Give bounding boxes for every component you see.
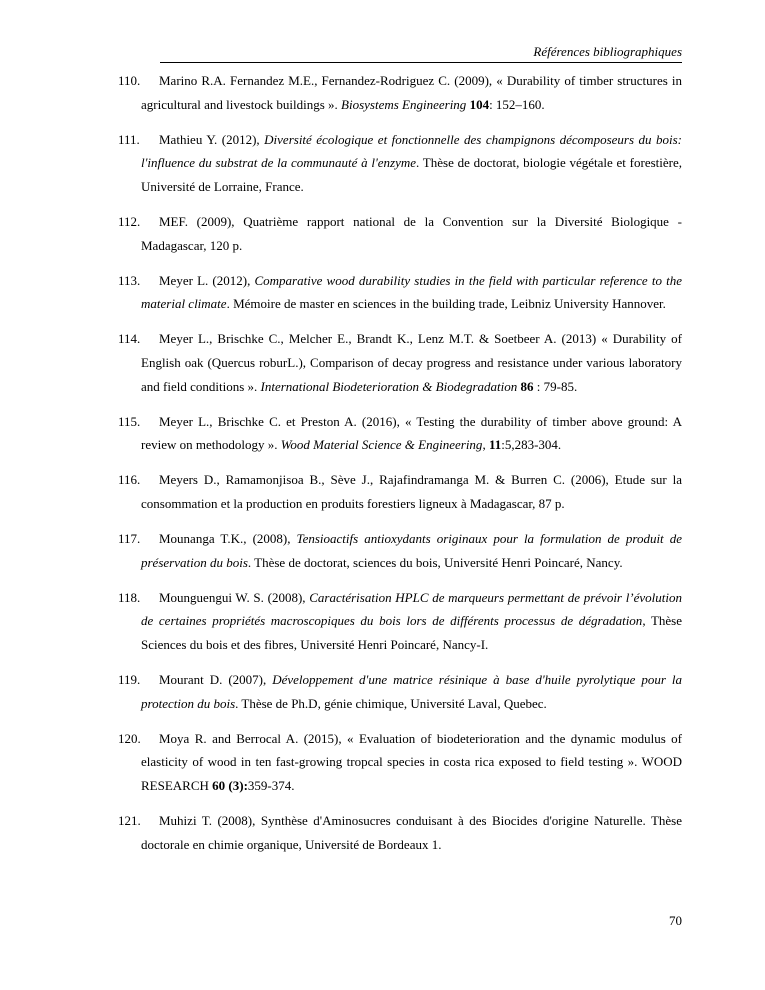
- reference-journal: Biosystems Engineering: [341, 96, 467, 112]
- reference-text: Meyers D., Ramamonjisoa B., Sève J., Rajafindramanga M. & Burren C. (2006), Etude sur la consommation et la production en produits forestiers ligneux à Madagascar, 87 p.: [141, 472, 682, 511]
- reference-117: [118, 527, 682, 574]
- reference-title: Tensioactifs antioxydants originaux pour la formulation de produit de préservation du bois: [141, 531, 682, 570]
- reference-volume: 86: [520, 378, 534, 394]
- reference-number: 120.: [118, 730, 141, 746]
- reference-number: 118.: [118, 589, 141, 605]
- reference-113: [118, 269, 682, 316]
- reference-pages: : 152–160.: [489, 96, 545, 112]
- reference-text: , Thèse Sciences du bois et des fibres, Université Henri Poincaré, Nancy-I.: [141, 613, 683, 652]
- reference-title: Diversité écologique et fonctionnelle des champignons décomposeurs du bois: l'influence du substrat de la communauté à l'enzyme: [141, 131, 682, 171]
- reference-number: 112.: [118, 213, 141, 229]
- reference-text: Moya R. and Berrocal A. (2015), « Evaluation of biodeterioration and the dynamic modulus of elasticity of wood in ten fast-growing tropcal species in costa rica exposed to field testing ». WOOD RESEARCH: [141, 730, 682, 793]
- reference-number: 121.: [118, 812, 141, 828]
- reference-111: [118, 128, 682, 199]
- reference-number: 119.: [118, 671, 141, 687]
- reference-pages: 359-374.: [247, 777, 295, 793]
- reference-119: [118, 668, 682, 715]
- reference-text: . Thèse de doctorat, sciences du bois, Université Henri Poincaré, Nancy.: [247, 554, 623, 570]
- reference-number: 117.: [118, 531, 141, 546]
- running-header: [160, 44, 682, 63]
- reference-text: Marino R.A. Fernandez M.E., Fernandez-Rodriguez C. (2009), « Durability of timber structures in agricultural and livestock buildings ».: [141, 73, 682, 112]
- reference-text: Meyer L., Brischke C., Melcher E., Brandt K., Lenz M.T. & Soetbeer A. (2013) « Durability of English oak (Quercus roburL.), Comparison of decay progress and resistance under various laboratory and field conditions ».: [141, 331, 682, 394]
- reference-115: [118, 410, 682, 457]
- reference-text: MEF. (2009), Quatrième rapport national de la Convention sur la Diversité Biologique - Madagascar, 120 p.: [141, 213, 682, 253]
- page-number: 70: [669, 913, 682, 928]
- reference-text: Meyer L. (2012),: [159, 272, 255, 288]
- reference-journal: International Biodeterioration & Biodegradation: [260, 378, 518, 394]
- reference-number: 116.: [118, 472, 141, 488]
- reference-journal: Wood Material Science & Engineering: [280, 437, 483, 453]
- reference-text: ,: [482, 437, 489, 453]
- reference-text: Muhizi T. (2008), Synthèse d'Aminosucres conduisant à des Biocides d'origine Naturelle. Thèse doctorale en chimie organique, Université de Bordeaux 1.: [141, 812, 682, 852]
- reference-title: Comparative wood durability studies in the field with particular reference to the material climate: [141, 272, 682, 312]
- reference-text: Mourant D. (2007),: [159, 671, 273, 687]
- reference-116: [118, 468, 682, 515]
- reference-121: [118, 809, 682, 856]
- reference-title: Caractérisation HPLC de marqueurs permettant de prévoir l’évolution de certaines propriétés macroscopiques du bois lors de différents processus de dégradation: [141, 589, 683, 629]
- reference-volume: 11: [488, 437, 502, 453]
- reference-volume: 104: [469, 96, 490, 112]
- reference-120: [118, 727, 682, 798]
- reference-text: Mathieu Y. (2012),: [159, 131, 265, 147]
- reference-text: . Mémoire de master en sciences in the building trade, Leibniz University Hannover.: [226, 296, 666, 312]
- reference-number: 115.: [118, 413, 141, 429]
- reference-number: 114.: [118, 331, 141, 347]
- reference-text: Mounguengui W. S. (2008),: [159, 589, 310, 605]
- reference-title: Développement d'une matrice résinique à base d'huile pyrolytique pour la protection du bois: [141, 671, 682, 711]
- reference-pages: : 79-85.: [533, 378, 578, 394]
- reference-number: 110.: [118, 73, 141, 88]
- reference-114: [118, 327, 682, 398]
- reference-text: Mounanga T.K., (2008),: [159, 531, 297, 546]
- reference-number: 111.: [118, 131, 140, 147]
- reference-number: 113.: [118, 272, 141, 288]
- reference-110: [118, 69, 682, 116]
- reference-112: [118, 210, 682, 257]
- running-header-title: Références bibliographiques: [533, 44, 682, 59]
- reference-text: . Thèse de doctorat, biologie végétale et forestière, Université de Lorraine, France.: [141, 155, 682, 194]
- reference-118: [118, 586, 682, 657]
- reference-volume: 60 (3):: [212, 777, 248, 793]
- reference-text: . Thèse de Ph.D, génie chimique, Université Laval, Quebec.: [235, 695, 547, 711]
- reference-pages: :5,283-304.: [501, 437, 562, 453]
- reference-text: Meyer L., Brischke C. et Preston A. (2016), « Testing the durability of timber above ground: A review on methodology ».: [141, 413, 682, 453]
- reference-list: [118, 69, 682, 868]
